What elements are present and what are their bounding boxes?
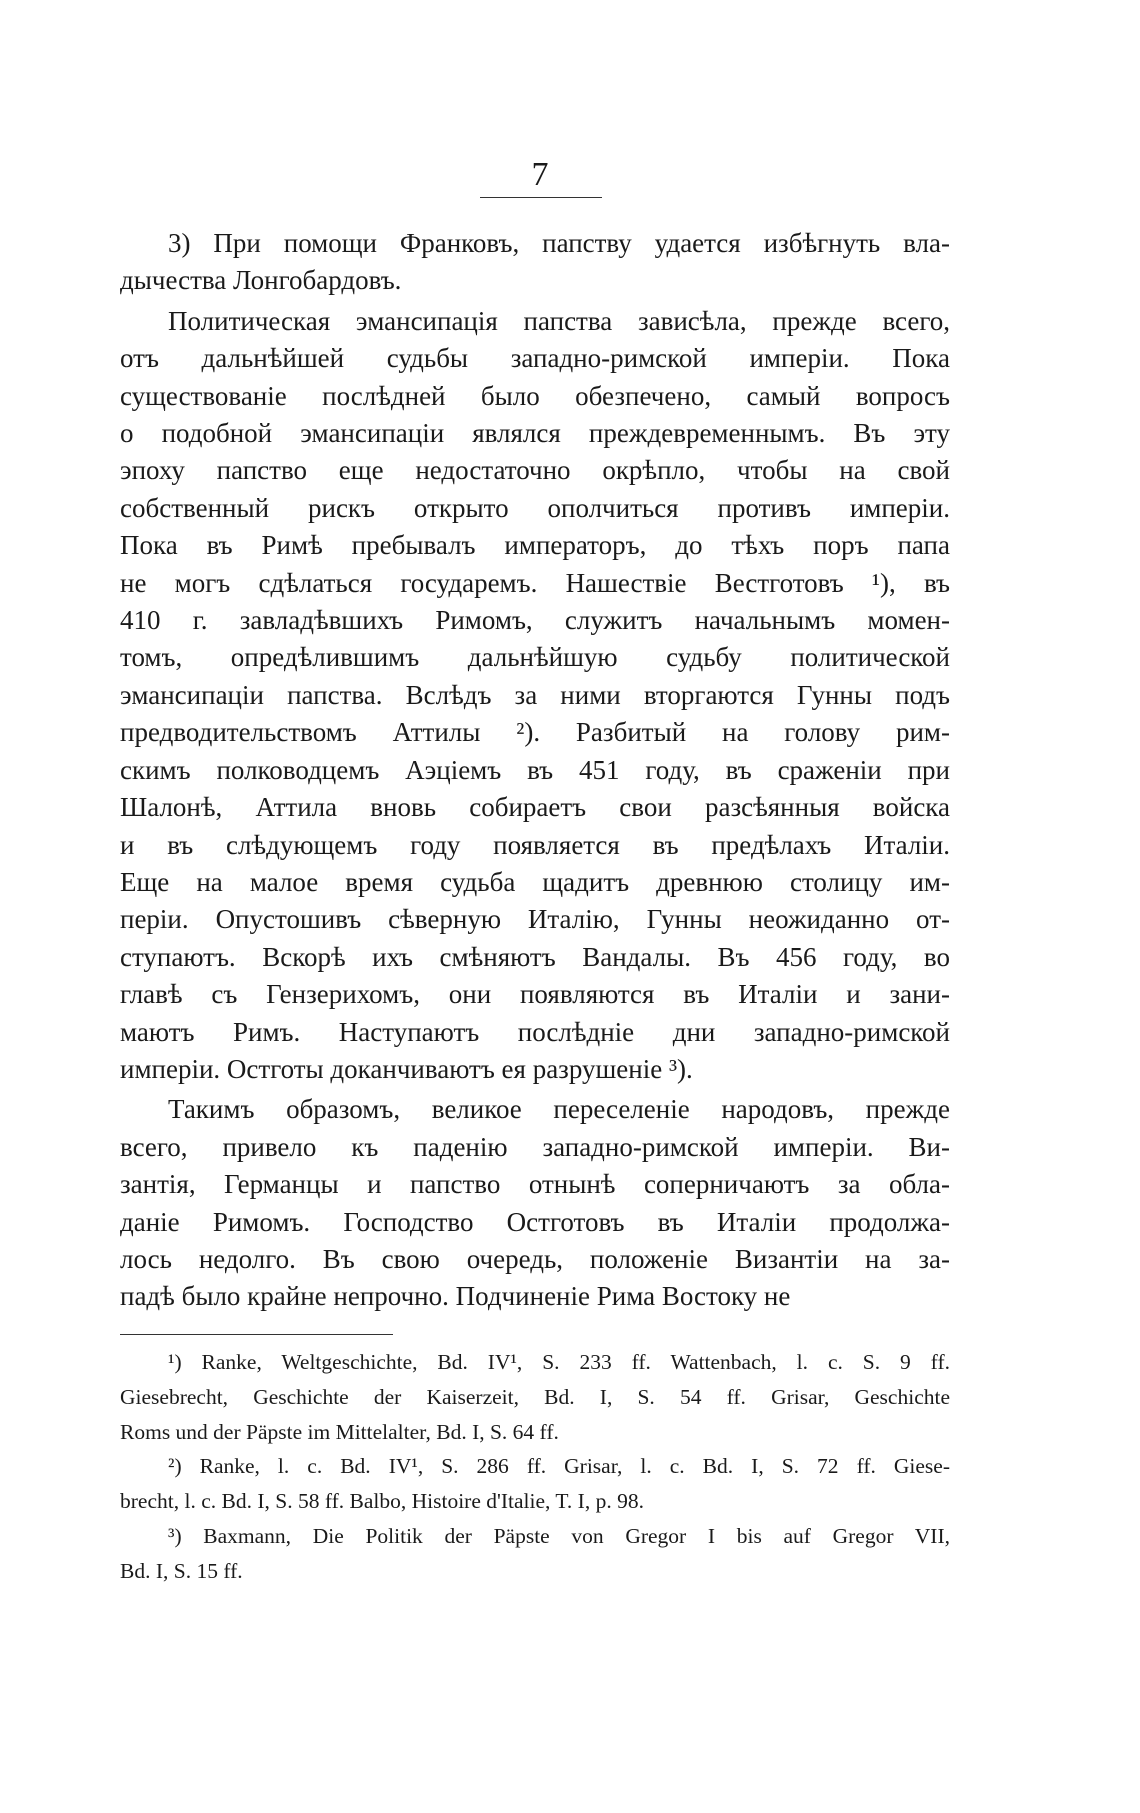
text-line: о подобной эмансипаціи являлся преждевременнымъ. Въ эту	[120, 418, 950, 449]
text-line: Шалонѣ, Аттила вновь собираетъ свои разсѣянныя войска	[120, 792, 950, 823]
text-line: эмансипаціи папства. Вслѣдъ за ними вторгаются Гунны подъ	[120, 679, 950, 710]
footnote-separator	[120, 1334, 393, 1335]
footnotes	[120, 1345, 950, 1589]
text-line: лось недолго. Въ свою очередь, положеніе Византіи на за-	[120, 1243, 950, 1274]
text-line: Политическая эмансипація папства зависѣла, прежде всего,	[168, 305, 950, 336]
text-line: предводительствомъ Аттилы ²). Разбитый на голову рим-	[120, 717, 950, 748]
text-line: 3) При помощи Франковъ, папству удается избѣгнуть вла-	[168, 228, 950, 258]
text-line: отъ дальнѣйшей судьбы западно-римской имперіи. Пока	[120, 343, 950, 374]
text-line: томъ, опредѣлившимъ дальнѣйшую судьбу политической	[120, 642, 950, 673]
footnote-line: Giesebrecht, Geschichte der Kaiserzeit, Bd. I, S. 54 ff. Grisar, Geschichte	[120, 1384, 950, 1409]
text-line: зантія, Германцы и папство отнынѣ соперничаютъ за обла-	[120, 1169, 950, 1200]
text-line: Пока въ Римѣ пребывалъ императоръ, до тѣхъ поръ папа	[120, 530, 950, 561]
footnote	[120, 1449, 950, 1519]
text-line: Такимъ образомъ, великое переселеніе народовъ, прежде	[168, 1094, 950, 1125]
body-text	[120, 225, 950, 1319]
page-number-rule	[480, 197, 602, 198]
text-line: дычества Лонгобардовъ.	[120, 265, 402, 296]
text-line: падѣ было крайне непрочно. Подчиненіе Рима Востоку не	[120, 1281, 791, 1312]
text-line: не могъ сдѣлаться государемъ. Нашествіе Вестготовъ ¹), въ	[120, 567, 950, 598]
text-line: собственный рискъ открыто ополчиться противъ имперіи.	[120, 492, 950, 523]
footnote-line: ²) Ranke, l. c. Bd. IV¹, S. 286 ff. Grisar, l. c. Bd. I, S. 72 ff. Giese-	[168, 1454, 950, 1479]
text-line: и въ слѣдующемъ году появляется въ предѣлахъ Италіи.	[120, 829, 950, 860]
text-line: всего, привело къ паденію западно-римской имперіи. Ви-	[120, 1131, 950, 1162]
text-line: существованіе послѣдней было обезпечено, самый вопросъ	[120, 380, 950, 411]
footnote-line: ¹) Ranke, Weltgeschichte, Bd. IV¹, S. 233 ff. Wattenbach, l. c. S. 9 ff.	[168, 1350, 950, 1374]
text-line: маютъ Римъ. Наступаютъ послѣдніе дни западно-римской	[120, 1016, 950, 1047]
text-line: періи. Опустошивъ сѣверную Италію, Гунны неожиданно от-	[120, 904, 950, 935]
footnote-line: Roms und der Päpste im Mittelalter, Bd. I, S. 64 ff.	[120, 1419, 559, 1444]
paragraph	[120, 225, 950, 300]
page-number: 7	[531, 156, 549, 193]
text-line: 410 г. завладѣвшихъ Римомъ, служитъ начальнымъ момен-	[120, 605, 950, 636]
paragraph	[120, 1091, 950, 1315]
footnote-line: Bd. I, S. 15 ff.	[120, 1558, 243, 1583]
text-line: скимъ полководцемъ Аэціемъ въ 451 году, въ сраженіи при	[120, 754, 950, 785]
footnote-line: brecht, l. c. Bd. I, S. 58 ff. Balbo, Histoire d'Italie, T. I, p. 98.	[120, 1489, 644, 1514]
text-line: эпоху папство еще недостаточно окрѣпло, чтобы на свой	[120, 455, 950, 486]
footnote	[120, 1519, 950, 1589]
text-line: даніе Римомъ. Господство Остготовъ въ Италіи продолжа-	[120, 1206, 950, 1237]
text-line: ступаютъ. Вскорѣ ихъ смѣняютъ Вандалы. Въ 456 году, во	[120, 941, 950, 972]
text-line: имперіи. Остготы доканчиваютъ ея разрушеніе ³).	[120, 1053, 693, 1084]
text-line: Еще на малое время судьба щадитъ древнюю столицу им-	[120, 866, 950, 897]
text-line: главѣ съ Гензерихомъ, они появляются въ Италіи и зани-	[120, 979, 950, 1010]
footnote	[120, 1345, 950, 1449]
footnote-line: ³) Baxmann, Die Politik der Päpste von Gregor I bis auf Gregor VII,	[168, 1523, 950, 1548]
paragraph	[120, 303, 950, 1089]
